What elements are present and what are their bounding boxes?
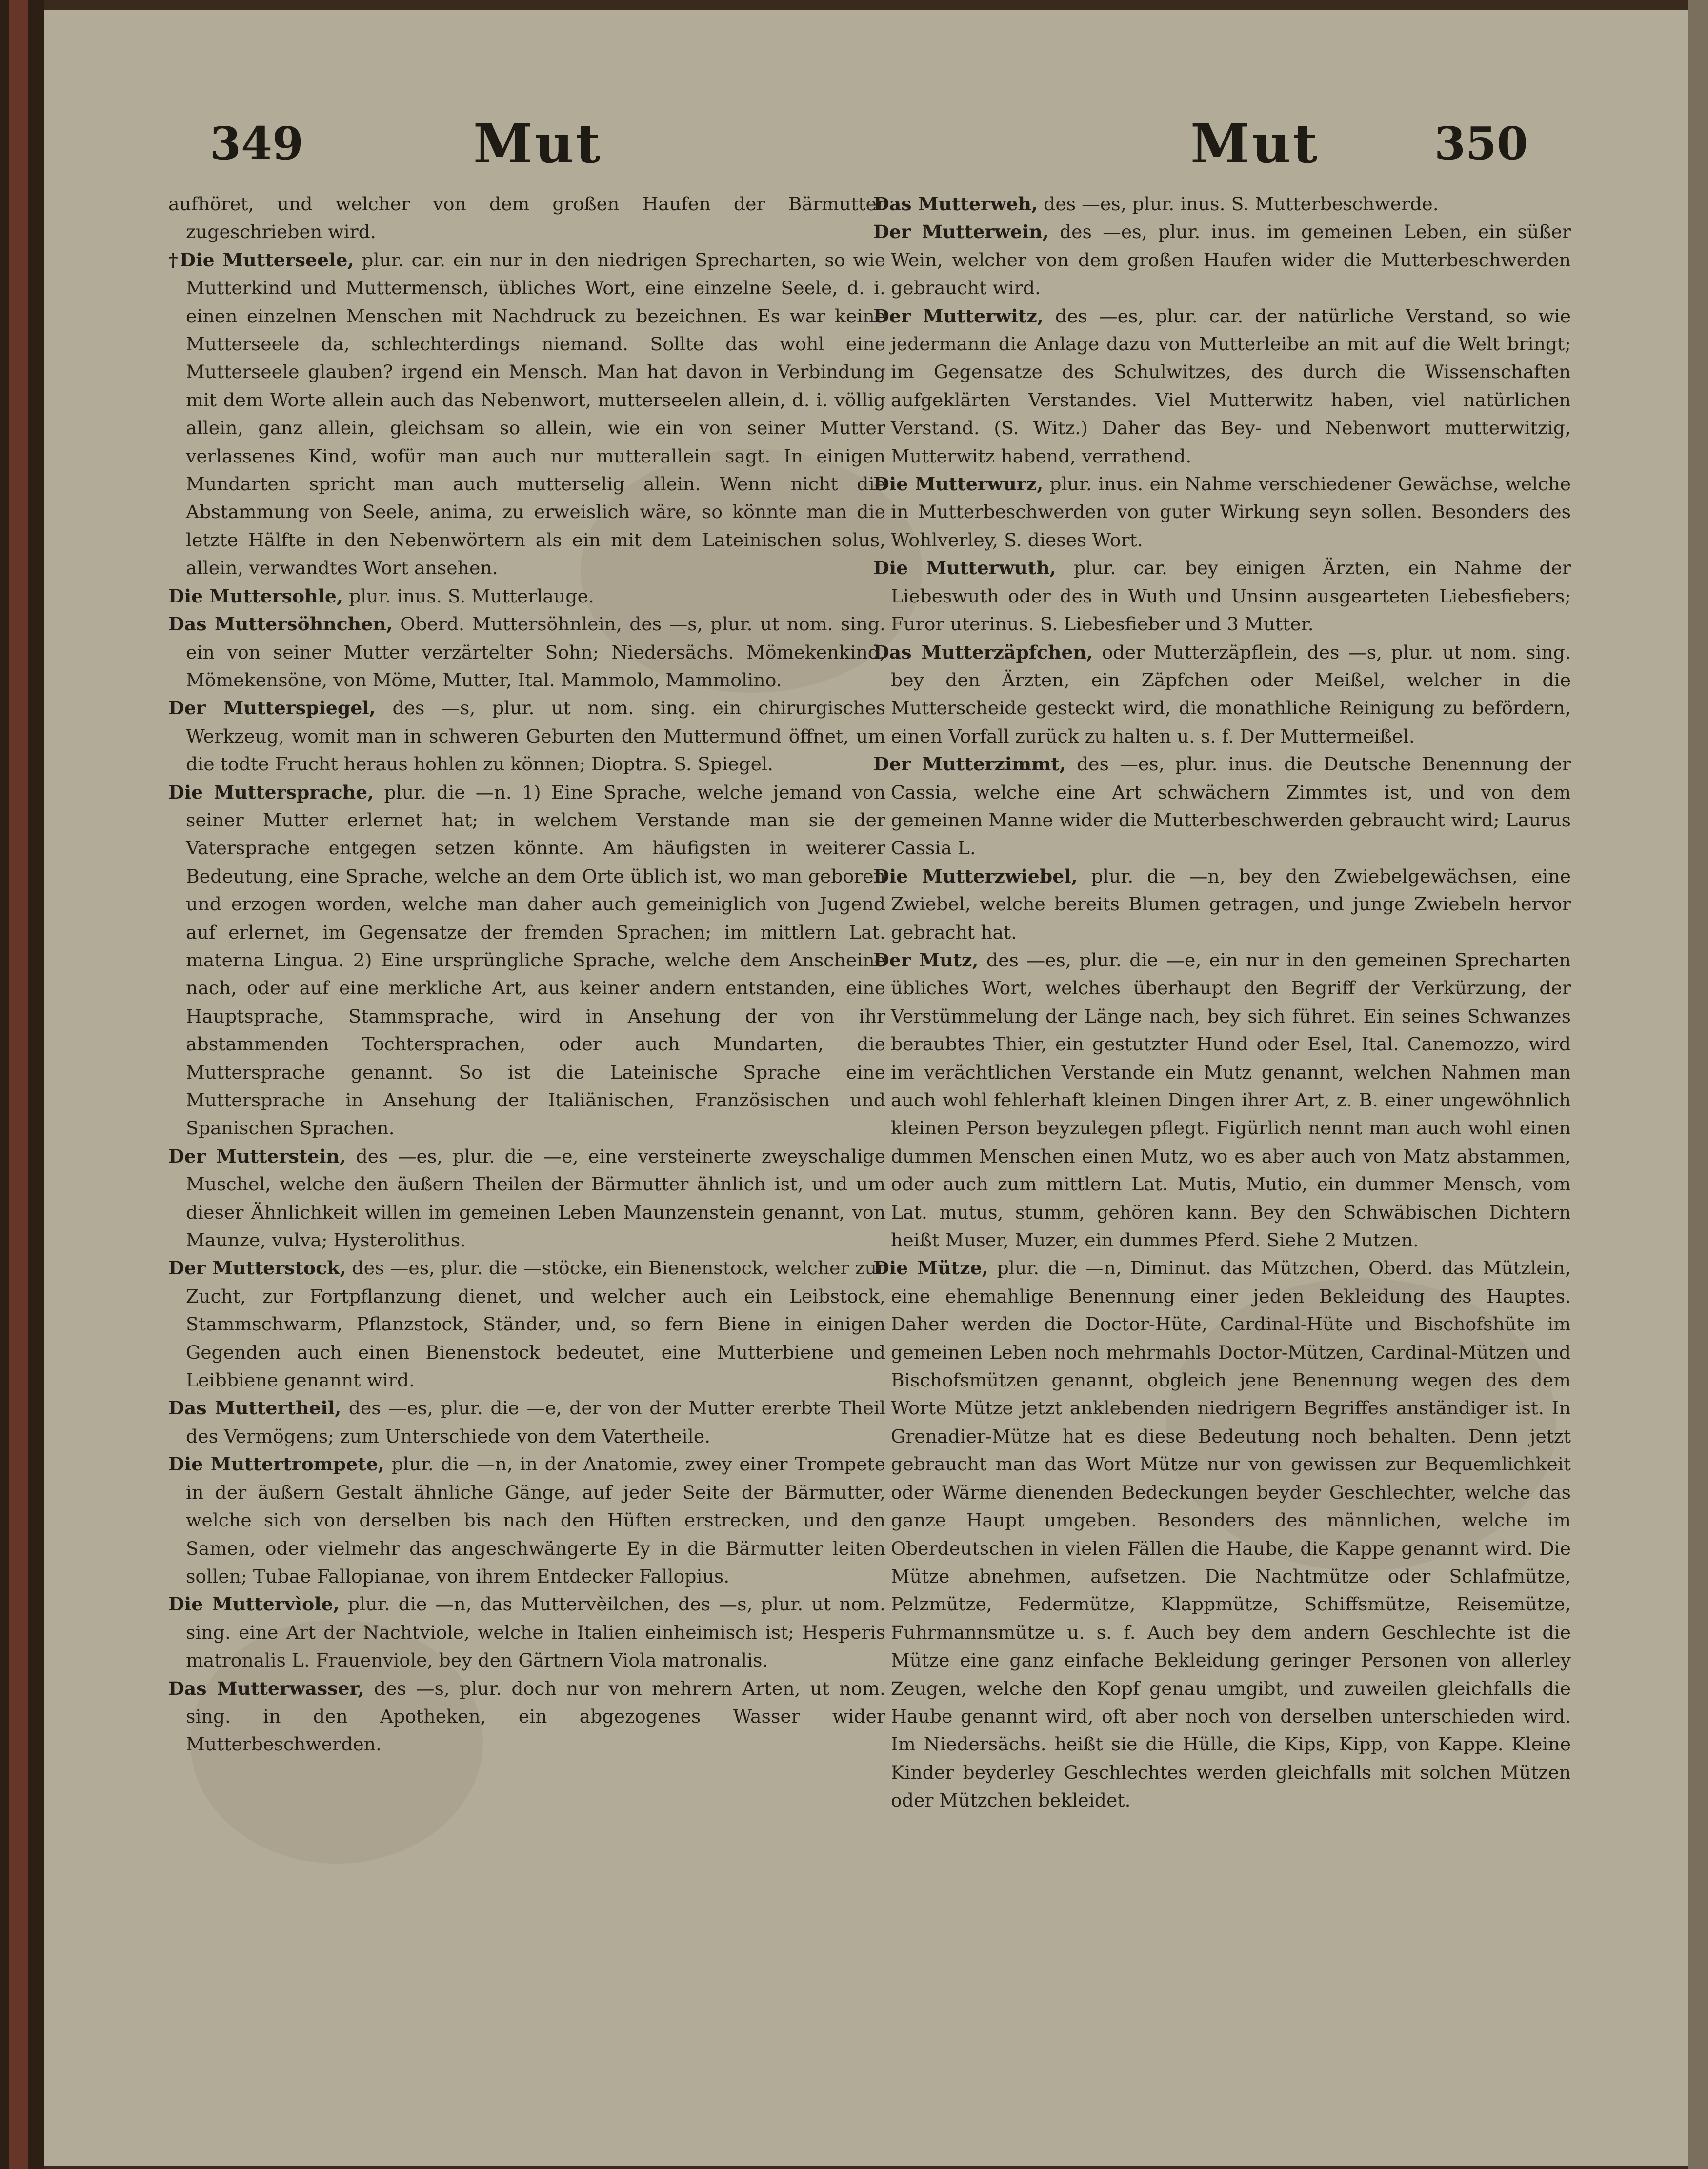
entry-text: des —es, plur. die —e, der von der Mutter ererbte Theil des Vermögens; zum Unterschiede von dem Vatertheile. [186,1397,885,1447]
left-page-number: 349 [210,117,304,170]
entry-headword: Das Muttertheil, [168,1397,342,1419]
entry-text: plur. inus. S. Mutterlauge. [343,585,594,607]
entry-text: plur. die —n. 1) Eine Sprache, welche jemand von seiner Mutter erlernet hat; in welchem Verstande man sie der Vatersprache entgegen setzen könnte. Am häufigsten in weiterer Bedeutung, eine Sprache, welche an dem Orte üblich ist, wo man geboren und erzogen worden, welche man daher auch gemeiniglich von Jugend auf erlernet, im Gegensatze der fremden Sprachen; im mittlern Lat. materna Lingua. 2) Eine ursprüngliche Sprache, welche dem Anscheine nach, oder auf eine merkliche Art, aus keiner andern entstanden, eine Hauptsprache, Stammsprache, wird in Ansehung der von ihr abstammenden Tochtersprachen, oder auch Mundarten, die Muttersprache genannt. So ist die Lateinische Sprache eine Muttersprache in Ansehung der Italiänischen, Französischen und Spanischen Sprachen. [186,781,885,1139]
right-column [873,190,1571,1815]
dictionary-entry [873,302,1571,470]
entry-text: des —es, plur. inus. die Deutsche Benennung der Cassia, welche eine Art schwächern Zimmtes ist, und von dem gemeinen Manne wider die Mutterbeschwerden gebraucht wird; Laurus Cassia L. [891,753,1571,859]
dictionary-entry [873,750,1571,863]
dictionary-entry [168,1254,885,1394]
book-page [44,10,1708,2166]
entry-headword: Die Mutterwuth, [873,557,1056,579]
entry-headword: Der Mutterspiegel, [168,697,376,719]
entry-headword: Die Muttersprache, [168,781,374,803]
dictionary-entry [873,639,1571,751]
dictionary-entry [168,190,885,246]
entry-headword: Das Muttersöhnchen, [168,613,393,635]
dictionary-entry [873,863,1571,946]
entry-headword: Die Mutterzwiebel, [873,865,1078,887]
entry-text: plur. die —n, in der Anatomie, zwey einer Trompete in der äußern Gestalt ähnliche Gänge, auf jeder Seite der Bärmutter, welche sich von derselben bis nach den Hüften erstrecken, und den Samen, oder vielmehr das angeschwängerte Ey in die Bärmutter leiten sollen; Tubae Fallopianae, von ihrem Entdecker Fallopius. [186,1453,885,1587]
entry-headword: Die Mutterwurz, [873,473,1044,495]
entry-text: plur. die —n, Diminut. das Mützchen, Oberd. das Mützlein, eine ehemahlige Benennung einer jeden Bekleidung des Hauptes. Daher werden die Doctor-Hüte, Cardinal-Hüte und Bischofshüte im gemeinen Leben noch mehrmahls Doctor-Mützen, Cardinal-Mützen und Bischofsmützen genannt, obgleich jene Benennung wegen des dem Worte Mütze jetzt anklebenden niedrigern Begriffes anständiger ist. In Grenadier-Mütze hat es diese Bedeutung noch behalten. Denn jetzt gebraucht man das Wort Mütze nur von gewissen zur Bequemlichkeit oder Wärme dienenden Bedeckungen beyder Geschlechter, welche das ganze Haupt umgeben. Besonders des männlichen, welche im Oberdeutschen in vielen Fällen die Haube, die Kappe genannt wird. Die Mütze abnehmen, aufsetzen. Die Nachtmütze oder Schlafmütze, Pelzmütze, Federmütze, Klappmütze, Schiffsmütze, Reisemütze, Fuhrmannsmütze u. s. f. Auch bey dem andern Geschlechte ist die Mütze eine ganz einfache Bekleidung geringer Personen von allerley Zeugen, welche den Kopf genau umgibt, und zuweilen gleichfalls die Haube genannt wird, oft aber noch von derselben unterschieden wird. Im Niedersächs. heißt sie die Hülle, die Kips, Kipp, von Kappe. Kleine Kinder beyderley Geschlechtes werden gleichfalls mit solchen Mützen oder Mützchen bekleidet. [891,1257,1571,1811]
entry-text: des —s, plur. ut nom. sing. ein chirurgisches Werkzeug, womit man in schweren Geburten den Muttermund öffnet, um die todte Frucht heraus hohlen zu können; Dioptra. S. Spiegel. [186,697,885,775]
dictionary-entry [168,246,885,582]
dictionary-entry [873,470,1571,554]
entry-text: plur. car. ein nur in den niedrigen Sprecharten, so wie Mutterkind und Muttermensch, übliches Wort, eine einzelne Seele, d. i. einen einzelnen Menschen mit Nachdruck zu bezeichnen. Es war keine Mutterseele da, schlechterdings niemand. Sollte das wohl eine Mutterseele glauben? irgend ein Mensch. Man hat davon in Verbindung mit dem Worte allein auch das Nebenwort, mutterseelen allein, d. i. völlig allein, ganz allein, gleichsam so allein, wie ein von seiner Mutter verlassenes Kind, wofür man auch nur mutterallein sagt. In einigen Mundarten spricht man auch mutterselig allein. Wenn nicht die Abstammung von Seele, anima, zu erweislich wäre, so könnte man die letzte Hälfte in den Nebenwörtern als ein mit dem Lateinischen solus, allein, verwandtes Wort ansehen. [186,249,885,579]
entry-text: des —es, plur. die —e, eine versteinerte zweyschalige Muschel, welche den äußern Theilen der Bärmutter ähnlich ist, und um dieser Ähnlichkeit willen im gemeinen Leben Maunzenstein genannt, von Maunze, vulva; Hysterolithus. [186,1145,885,1251]
dictionary-entry [168,1590,885,1674]
dictionary-entry [168,1675,885,1759]
book-binding [0,0,44,2169]
entry-text: des —s, plur. doch nur von mehrern Arten, ut nom. sing. in den Apotheken, ein abgezogenes Wasser wider Mutterbeschwerden. [186,1677,885,1755]
dictionary-entry [168,1143,885,1255]
entry-headword: Die Muttersohle, [168,585,343,607]
binding-cloth-band [9,0,28,2169]
dictionary-entry [168,694,885,778]
page-edge [1688,0,1708,2169]
entry-text: des —es, plur. die —e, ein nur in den gemeinen Sprecharten übliches Wort, welches überhaupt den Begriff der Verkürzung, der Verstümmelung der Länge nach, bey sich führet. Ein seines Schwanzes beraubtes Thier, ein gestutzter Hund oder Esel, Ital. Canemozzo, wird im verächtlichen Verstande ein Mutz genannt, welchen Nahmen man auch wohl fehlerhaft kleinen Dingen ihrer Art, z. B. einer ungewöhnlich kleinen Person beyzulegen pflegt. Figürlich nennt man auch wohl einen dummen Menschen einen Mutz, wo es aber auch von Matz abstammen, oder auch zum mittlern Lat. Mutis, Mutio, ein dummer Mensch, vom Lat. mutus, stumm, gehören kann. Bey den Schwäbischen Dichtern heißt Muser, Muzer, ein dummes Pferd. Siehe 2 Mutzen. [891,949,1571,1251]
entry-text: des —es, plur. inus. S. Mutterbeschwerde. [1038,193,1439,215]
entry-text: plur. die —n, bey den Zwiebelgewächsen, eine Zwiebel, welche bereits Blumen getragen, und junge Zwiebeln hervor gebracht hat. [891,865,1571,943]
left-column [168,190,885,1759]
left-running-head: Mut [473,112,603,175]
entry-text: plur. inus. ein Nahme verschiedener Gewächse, welche in Mutterbeschwerden von guter Wirkung seyn sollen. Besonders des Wohlverley, S. dieses Wort. [891,473,1571,551]
dictionary-entry [168,1450,885,1590]
page-header [44,112,1708,190]
entry-headword: Das Mutterwasser, [168,1677,364,1699]
entry-headword: Der Mutterstein, [168,1145,346,1167]
entry-headword: Die Muttervìole, [168,1593,340,1615]
entry-headword: †Die Mutterseele, [168,249,354,271]
dictionary-entry [873,554,1571,638]
entry-text: des —es, plur. car. der natürliche Verstand, so wie jedermann die Anlage dazu von Mutterleibe an mit auf die Welt bringt; im Gegensatze des Schulwitzes, des durch die Wissenschaften aufgeklärten Verstandes. Viel Mutterwitz haben, viel natürlichen Verstand. (S. Witz.) Daher das Bey- und Nebenwort mutterwitzig, Mutterwitz habend, verrathend. [891,305,1571,467]
entry-text: aufhöret, und welcher von dem großen Haufen der Bärmutter zugeschrieben wird. [168,193,885,243]
dictionary-entry [873,190,1571,218]
dictionary-entry [873,218,1571,302]
entry-text: oder Mutterzäpflein, des —s, plur. ut nom. sing. bey den Ärzten, ein Zäpfchen oder Meißel, welcher in die Mutterscheide gesteckt wird, die monathliche Reinigung zu befördern, einen Vorfall zurück zu halten u. s. f. Der Muttermeißel. [891,641,1571,747]
dictionary-entry [168,779,885,1143]
entry-headword: Das Mutterzäpfchen, [873,641,1093,663]
right-page-number: 350 [1434,117,1528,170]
entry-headword: Der Mutterwitz, [873,305,1044,327]
entry-text: des —es, plur. die —stöcke, ein Bienenstock, welcher zur Zucht, zur Fortpflanzung dienet, und welcher auch ein Leibstock, Stammschwarm, Pflanzstock, Ständer, und, so fern Biene in einigen Gegenden auch einen Bienenstock bedeutet, eine Mutterbiene und Leibbiene genannt wird. [186,1257,886,1391]
entry-text: des —es, plur. inus. im gemeinen Leben, ein süßer Wein, welcher von dem großen Haufen wider die Mutterbeschwerden gebraucht wird. [891,221,1571,299]
entry-headword: Der Mutterzimmt, [873,753,1066,775]
entry-headword: Der Mutz, [873,949,979,971]
entry-text: plur. die —n, das Muttervèilchen, des —s, plur. ut nom. sing. eine Art der Nachtviole, welche in Italien einheimisch ist; Hesperis matronalis L. Frauenviole, bey den Gärtnern Viola matronalis. [186,1593,885,1671]
entry-headword: Die Mütze, [873,1257,988,1279]
right-running-head: Mut [1190,112,1320,175]
dictionary-entry [873,946,1571,1254]
entry-headword: Das Mutterweh, [873,193,1038,215]
entry-headword: Der Mutterwein, [873,221,1049,243]
entry-headword: Der Mutterstock, [168,1257,346,1279]
entry-headword: Die Muttertrompete, [168,1453,384,1475]
dictionary-entry [873,1254,1571,1814]
dictionary-entry [168,582,885,610]
dictionary-entry [168,610,885,694]
entry-text: Oberd. Muttersöhnlein, des —s, plur. ut nom. sing. ein von seiner Mutter verzärtelter Sohn; Niedersächs. Mömekenkind, Mömekensöne, von Möme, Mutter, Ital. Mammolo, Mammolino. [186,613,885,691]
dictionary-entry [168,1394,885,1450]
entry-text: plur. car. bey einigen Ärzten, ein Nahme der Liebeswuth oder des in Wuth und Unsinn ausgearteten Liebesfiebers; Furor uterinus. S. Liebesfieber und 3 Mutter. [891,557,1571,635]
